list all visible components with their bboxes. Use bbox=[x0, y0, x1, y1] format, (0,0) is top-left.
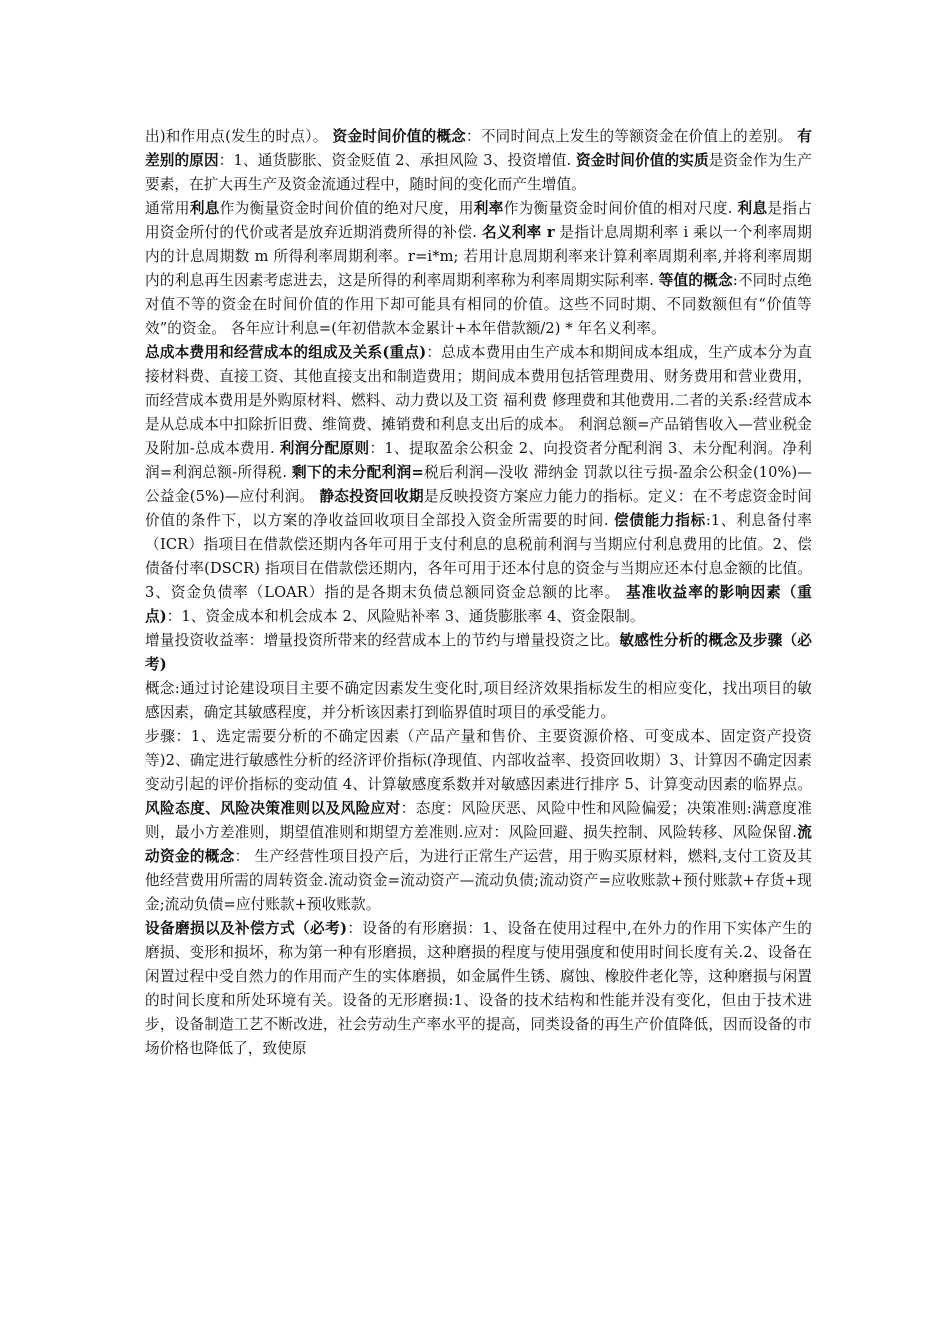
text-segment: 税后利润—没收 滞纳金 罚款以往亏损-盈余公积金(10%)—公益金(5%)—应付利润。 bbox=[145, 464, 812, 505]
text-segment: :不同时点绝对值不等的资金在时间价值的作用下却可能具有相同的价值。这些不同时期、不同数额但有“价值等效”的资金。 各年应计利息=(年初借款本金累计+本年借款额/2) * 年名义利率。 bbox=[145, 272, 812, 337]
term-heading: 资金时间价值的概念 bbox=[332, 128, 467, 145]
paragraph-time-value bbox=[145, 125, 812, 197]
paragraph-sensitivity-steps bbox=[145, 725, 812, 917]
text-segment: ：态度：风险厌恶、风险中性和风险偏爱；决策准则:满意度准则，最小方差准则，期望值准则和期望方差准则.应对：风险回避、损失控制、风险转移、风险保留. bbox=[145, 800, 812, 841]
text-segment: 增量投资收益率：增量投资所带来的经营成本上的节约与增量投资之比。 bbox=[145, 632, 620, 649]
term-heading: 利润分配原则 bbox=[279, 440, 370, 457]
text-segment: 作为衡量资金时间价值的相对尺度. bbox=[503, 200, 738, 217]
term-heading: 基准收益率的影响因素（重点) bbox=[145, 584, 812, 625]
text-segment: ：1、提取盈余公积金 2、向投资者分配利润 3、未分配利润。净利润=利润总额-所得税. bbox=[145, 440, 812, 481]
text-segment: :1、利息备付率（ICR）指项目在借款偿还期内各年可用于支付利息的息税前利润与当期应付利息费用的比值。2、偿债备付率(DSCR) 指项目在借款偿还期内，各年可用于还本付息的资金与当期应还本付息金额的比值。3、资金负债率（LOAR）指的是各期末负债总额同资金总额的比率。 bbox=[145, 512, 812, 601]
paragraph-sensitivity-concept bbox=[145, 677, 812, 725]
paragraph-interest bbox=[145, 197, 812, 341]
text-segment: 概念:通过讨论建设项目主要不确定因素发生变化时,项目经济效果指标发生的相应变化，找出项目的敏感因素，确定其敏感程度，并分析该因素打到临界值时项目的承受能力。 bbox=[145, 680, 812, 721]
text-segment: ： 生产经营性项目投产后，为进行正常生产运营，用于购买原材料，燃料,支付工资及其他经营费用所需的周转资金.流动资金=流动资产—流动负债;流动资产=应收账款+预付账款+存货+现金;流动负债=应付账款+预收账款。 bbox=[145, 848, 813, 913]
term-heading: 静态投资回收期 bbox=[319, 488, 424, 505]
text-segment: 作为衡量资金时间价值的绝对尺度，用 bbox=[219, 200, 474, 217]
term-heading: 敏感性分析的概念及步骤（必考) bbox=[145, 632, 812, 673]
text-segment: 步骤：1、选定需要分析的不确定因素（产品产量和售价、主要资源价格、可变成本、固定资产投资等)2、确定进行敏感性分析的经济评价指标(净现值、内部收益率、投资回收期）3、计算因不确定因素变动引起的评价指标的变动值 4、计算敏感度系数并对敏感因素进行排序 5、计算变动因素的临界点。 bbox=[145, 728, 812, 793]
text-segment: 是指计息周期利率 i 乘以一个利率周期内的计息周期数 m 所得利率周期利率。r=i*m; 若用计息周期利率来计算利率周期利率,并将利率周期内的利息再生因素考虑进去，这是所得的利率周期利率称为利率周期实际利率. bbox=[145, 224, 813, 289]
text-segment: ：设备的有形磨损：1、设备在使用过程中,在外力的作用下实体产生的磨损、变形和损坏，称为第一种有形磨损，这种磨损的程度与使用强度和使用时间长度有关.2、设备在闲置过程中受自然力的作用而产生的实体磨损，如金属件生锈、腐蚀、橡胶件老化等，这种磨损与闲置的时间长度和所处环境有关。设备的无形磨损:1、设备的技术结构和性能并没有变化，但由于技术进步，设备制造工艺不断改进，社会劳动生产率水平的提高，同类设备的再生产价值降低，因而设备的市场价格也降低了，致使原 bbox=[145, 920, 812, 1057]
text-segment: ：不同时间点上发生的等额资金在价值上的差别。 bbox=[466, 128, 798, 145]
text-segment: ：总成本费用由生产成本和期间成本组成，生产成本分为直接材料费、直接工资、其他直接支出和制造费用；期间成本费用包括管理费用、财务费用和营业费用，而经营成本费用是外购原材料、燃料、动力费以及工资 福利费 修理费和其他费用.二者的关系:经营成本是从总成本中扣除折旧费、维简费、摊销费和利息支出后的成本。 利润总额=产品销售收入—营业税金及附加-总成本费用. bbox=[145, 344, 813, 457]
text-segment: 是指占用资金所付的代价或者是放弃近期消费所得的补偿. bbox=[145, 200, 813, 241]
term-heading: 利息 bbox=[737, 200, 768, 217]
paragraph-equipment-wear bbox=[145, 917, 812, 1061]
text-segment: 出)和作用点(发生的时点）。 bbox=[145, 128, 333, 145]
term-heading: 名义利率 r bbox=[481, 224, 555, 241]
document-body bbox=[145, 125, 812, 1061]
term-heading: 利息 bbox=[189, 200, 220, 217]
text-segment: ：1、资金成本和机会成本 2、风险贴补率 3、通货膨胀率 4、资金限制。 bbox=[166, 608, 645, 625]
text-segment: 是反映投资方案应力能力的指标。定义：在不考虑资金时间价值的条件下，以方案的净收益回收项目全部投入资金所需要的时间. bbox=[145, 488, 812, 529]
text-segment: 通常用 bbox=[145, 200, 190, 217]
paragraph-cost bbox=[145, 341, 812, 629]
text-segment: 是资金作为生产要素，在扩大再生产及资金流通过程中，随时间的变化而产生增值。 bbox=[145, 152, 812, 193]
term-heading: 有差别的原因 bbox=[145, 128, 812, 169]
term-heading: 设备磨损以及补偿方式（必考) bbox=[145, 920, 348, 937]
term-heading: 流动资金的概念 bbox=[145, 824, 812, 865]
term-heading: 总成本费用和经营成本的组成及关系(重点) bbox=[145, 344, 427, 361]
term-heading: 利率 bbox=[473, 200, 504, 217]
text-segment: ：1、通货膨胀、资金贬值 2、承担风险 3、投资增值. bbox=[218, 152, 577, 169]
term-heading: 等值的概念 bbox=[658, 272, 733, 289]
term-heading: 资金时间价值的实质 bbox=[576, 152, 709, 169]
paragraph-incremental bbox=[145, 629, 812, 677]
term-heading: 剩下的未分配利润= bbox=[292, 464, 424, 481]
term-heading: 风险态度、风险决策准则以及风险应对 bbox=[145, 800, 401, 817]
term-heading: 偿债能力指标 bbox=[614, 512, 706, 529]
